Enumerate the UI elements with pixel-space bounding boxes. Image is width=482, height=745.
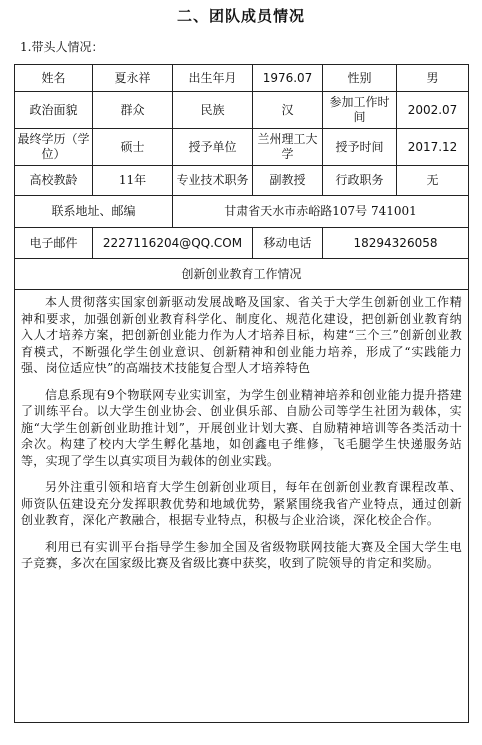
prof-title-value: 副教授 [253,166,323,196]
address-label: 联系地址、邮编 [15,196,173,228]
grantdate-label: 授予时间 [323,129,397,166]
workstart-label: 参加工作时间 [323,92,397,129]
leader-info-table [14,64,469,723]
teachage-label: 高校教龄 [15,166,93,196]
name-label: 姓名 [15,65,93,92]
page-title: 二、团队成员情况 [176,7,305,25]
gender-value: 男 [397,65,469,92]
paragraph-3: 另外注重引领和培育大学生创新创业项目，每年在创新创业教育课程改革、师资队伍建设充分发挥职教优势和地域优势，紧紧围绕我省产业特点，通过创新创业教育，深化产教融合，根据专业特点，积极与企业洽谈，深化校企合作。 [21,480,462,527]
ethnicity-label: 民族 [173,92,253,129]
workstart-value: 2002.07 [397,92,469,129]
phone-value: 18294326058 [323,228,469,259]
ethnicity-value: 汉 [253,92,323,129]
email-value: 2227116204@QQ.COM [93,228,253,259]
grantor-value: 兰州理工大学 [253,129,323,166]
politics-value: 群众 [93,92,173,129]
name-value: 夏永祥 [93,65,173,92]
dob-value: 1976.07 [253,65,323,92]
politics-label: 政治面貌 [15,92,93,129]
address-value: 甘肃省天水市赤峪路107号 741001 [173,196,469,228]
degree-value: 硕士 [93,129,173,166]
prof-title-label: 专业技术职务 [173,166,253,196]
work-description [15,290,469,723]
grantdate-value: 2017.12 [397,129,469,166]
email-label: 电子邮件 [15,228,93,259]
dob-label: 出生年月 [173,65,253,92]
gender-label: 性别 [323,65,397,92]
teachage-value: 11年 [93,166,173,196]
admin-role-label: 行政职务 [323,166,397,196]
admin-role-value: 无 [397,166,469,196]
degree-label: 最终学历（学位） [15,129,93,166]
paragraph-2: 信息系现有9个物联网专业实训室，为学生创业精神培养和创业能力提升搭建了训练平台。以大学生创业协会、创业俱乐部、自励公司等学生社团为载体，实施“大学生创新创业助推计划”，开展创业计划大赛、自励精神培训等各类活动十余次。构建了校内大学生孵化基地，如创鑫电子维修，飞毛腿学生快递服务站等，实现了学生以真实项目为载体的创业实践。 [21,387,462,468]
section-subhead: 1.带头人情况： [20,40,104,54]
paragraph-4: 利用已有实训平台指导学生参加全国及省级物联网技能大赛及全国大学生电子竞赛，多次在国家级比赛及省级比赛中获奖，收到了院领导的肯定和奖励。 [21,539,462,570]
work-section-title: 创新创业教育工作情况 [15,259,469,290]
phone-label: 移动电话 [253,228,323,259]
paragraph-1: 本人贯彻落实国家创新驱动发展战略及国家、省关于大学生创新创业工作精神和要求，加强创新创业教育科学化、制度化、规范化建设，把创新创业教育纳入人才培养方案，把创新创业能力作为人才培养目标，构建“三个三”创新创业教育模式，不断强化学生创业意识、创新精神和创业能力培养，形成了“实践能力强、岗位适应快”的高端技术技能复合型人才培养特色 [21,295,462,375]
grantor-label: 授予单位 [173,129,253,166]
